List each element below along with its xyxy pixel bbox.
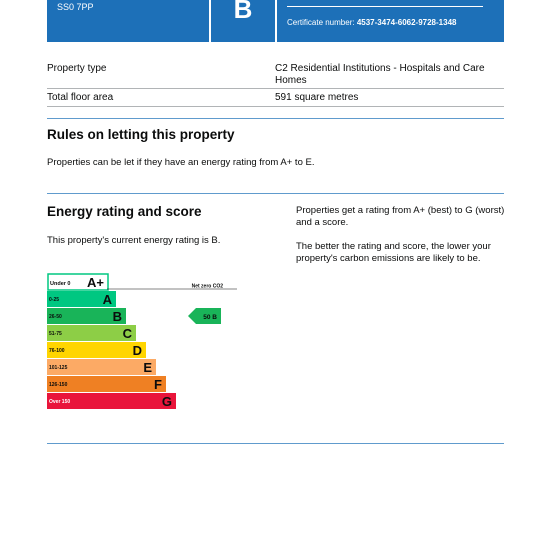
section-separator — [47, 193, 504, 194]
band-range-label: 76-100 — [49, 348, 65, 354]
property-type-value: C2 Residential Institutions - Hospitals and Care Homes — [275, 63, 485, 86]
floor-area-value: 591 square metres — [275, 92, 359, 103]
band-letter: A — [102, 292, 112, 307]
net-zero-label: Net zero CO2 — [191, 283, 223, 290]
band-letter: F — [154, 377, 162, 392]
band-range-label: 101-125 — [49, 365, 68, 371]
current-rating-letter: B — [233, 0, 253, 24]
band-range-label: 51-75 — [49, 331, 62, 337]
energy-current-text: This property's current energy rating is B. — [47, 235, 221, 246]
band-range-label: 0-25 — [49, 297, 60, 303]
energy-heading: Energy rating and score — [47, 204, 202, 219]
summary-divider — [47, 88, 504, 89]
letting-heading: Rules on letting this property — [47, 127, 235, 142]
section-separator — [47, 118, 504, 119]
section-separator — [47, 443, 504, 444]
certificate-label: Certificate number: — [287, 18, 355, 27]
band-letter: C — [122, 326, 132, 341]
band-letter: B — [112, 309, 122, 324]
floor-area-label: Total floor area — [47, 92, 114, 103]
certificate-number-value: 4537-3474-6062-9728-1348 — [356, 18, 457, 27]
certificate-header — [47, 0, 504, 42]
band-range-label: Over 150 — [49, 399, 71, 405]
band-range-label: 26-50 — [49, 314, 62, 320]
band-letter: G — [161, 394, 172, 409]
letting-text: Properties can be let if they have an energy rating from A+ to E. — [47, 157, 315, 168]
band-letter: E — [143, 360, 152, 375]
energy-rating-chart — [47, 272, 237, 422]
summary-divider — [47, 106, 504, 107]
postcode: SS0 7PP — [57, 2, 94, 12]
header-rule — [287, 6, 483, 7]
current-rating-label: 50 B — [203, 314, 217, 321]
band-letter: D — [132, 343, 142, 358]
band-range-label: Under 0 — [50, 281, 71, 287]
energy-rating-chart-svg — [47, 272, 237, 422]
property-type-label: Property type — [47, 63, 107, 74]
energy-explain-1: Properties get a rating from A+ (best) to G (worst) and a score. — [296, 205, 505, 228]
header-divider — [275, 0, 277, 42]
band-letter: A+ — [87, 275, 104, 290]
band-range-label: 126-150 — [49, 382, 68, 388]
certificate-number — [287, 18, 456, 27]
energy-explain-2: The better the rating and score, the lower your property's carbon emissions are likely to be. — [296, 241, 491, 264]
